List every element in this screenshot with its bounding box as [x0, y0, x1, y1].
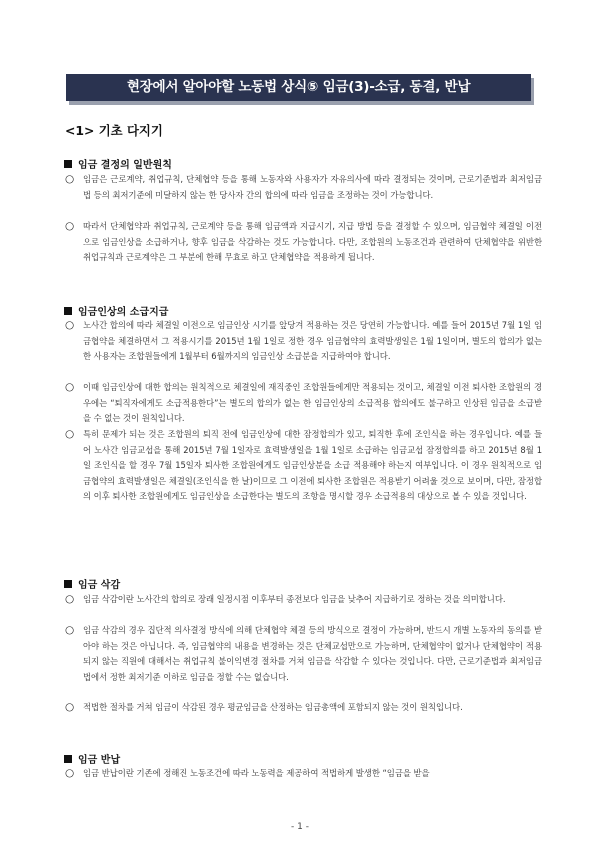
square-bullet-icon [64, 755, 72, 763]
circle-bullet-icon: ○ [65, 767, 75, 779]
circle-bullet-icon: ○ [65, 593, 75, 605]
paragraph-text: 따라서 단체협약과 취업규칙, 근로계약 등을 통해 임금액과 지급시기, 지급 방법 등을 결정할 수 있으며, 임금협약 체결일 이전으로 임금인상을 소급하거나, 향후 임금을 삭감하는 것도 가능합니다. 다만, 조합원의 노동조건과 관련하여 단체협약을 위반한 취업규칙과 근로계약은 그 부분에 한해 무효로 하고 단체협약을 적용하게 됩니다. [83, 221, 542, 262]
page-banner: 현장에서 알아야할 노동법 상식⑤ 임금(3)-소급, 동결, 반납 [66, 74, 531, 101]
heading-wage-return: 임금 반납 [64, 751, 120, 766]
paragraph-text: 노사간 합의에 따라 체결일 이전으로 임금인상 시기를 앞당겨 적용하는 것은 당연히 가능합니다. 예를 들어 2015년 7월 1일 임금협약을 체결하면서 그 적용시기를 2015년 1월 1일로 정한 경우 임금협약의 효력발생일은 1월 1일이며, 별도의 합의가 없는 한 사용자는 조합원들에게 1월부터 6월까지의 임금인상 소급분을 지급하여야 합니다. [83, 320, 542, 361]
circle-bullet-icon: ○ [65, 381, 75, 393]
paragraph-text: 임금 반납이란 기존에 정해진 노동조건에 따라 노동력을 제공하여 적법하게 발생한 “임금을 받을 [83, 768, 430, 778]
paragraph-text: 임금 삭감이란 노사간의 합의로 장래 일정시점 이후부터 종전보다 임금을 낮추어 지급하기로 정하는 것을 의미합니다. [83, 594, 506, 604]
square-bullet-icon [64, 160, 72, 168]
paragraph-text: 임금은 근로계약, 취업규칙, 단체협약 등을 통해 노동자와 사용자가 자유의사에 따라 결정되는 것이며, 근로기준법과 최저임금법 등의 최저기준에 미달하지 않는 한 당사자 간의 합의에 따라 임금을 조정하는 것이 가능합니다. [83, 174, 542, 200]
heading-retroactive-raise: 임금인상의 소급지급 [64, 303, 168, 318]
paragraph [64, 766, 542, 782]
paragraph [64, 219, 542, 266]
paragraph [64, 592, 542, 608]
circle-bullet-icon: ○ [65, 319, 75, 331]
paragraph-text: 적법한 절차를 거쳐 임금이 삭감된 경우 평균임금을 산정하는 임금총액에 포함되지 않는 것이 원칙입니다. [83, 702, 463, 712]
square-bullet-icon [64, 580, 72, 588]
section-title: <1> 기초 다지기 [65, 123, 163, 138]
heading-wage-principles: 임금 결정의 일반원칙 [64, 156, 172, 171]
circle-bullet-icon: ○ [65, 220, 75, 232]
page-number: - 1 - [291, 822, 309, 832]
paragraph [64, 427, 542, 505]
paragraph [64, 172, 542, 203]
circle-bullet-icon: ○ [65, 428, 75, 440]
circle-bullet-icon: ○ [65, 624, 75, 636]
circle-bullet-icon: ○ [65, 173, 75, 185]
paragraph-text: 이때 임금인상에 대한 합의는 원칙적으로 체결일에 재직중인 조합원들에게만 적용되는 것이고, 체결일 이전 퇴사한 조합원의 경우에는 “퇴직자에게도 소급적용한다”는 별도의 합의가 없는 한 임금인상의 소급적용 합의에도 불구하고 인상된 임금을 소급받을 수 없는 것이 원칙입니다. [83, 382, 542, 423]
paragraph [64, 623, 542, 685]
paragraph-text: 특히 문제가 되는 것은 조합원의 퇴직 전에 임금인상에 대한 잠정합의가 있고, 퇴직한 후에 조인식을 하는 경우입니다. 예를 들어 노사간 임금교섭을 통해 2015년 7월 1일자로 효력발생일을 1월 1일로 소급하는 임금교섭 잠정합의를 하고 2015년 8월 1일 조인식을 할 경우 7월 15일자 퇴사한 조합원에게도 임금인상분을 소급 적용해야 하는지 여부입니다. 이 경우 원칙적으로 임금협약의 효력발생일은 체결일(조인식을 한 날)이므로 그 이전에 퇴사한 조합원은 적용받기 어려울 것으로 보이며, 다만, 잠정합의 이후 퇴사한 조합원에게도 임금인상을 소급한다는 별도의 조항을 명시할 경우 소급적용의 대상으로 볼 수 있을 것입니다. [83, 429, 542, 501]
paragraph-text: 임금 삭감의 경우 집단적 의사결정 방식에 의해 단체협약 체결 등의 방식으로 결정이 가능하며, 반드시 개별 노동자의 동의를 받아야 하는 것은 아닙니다. 즉, 임금협약의 내용을 변경하는 것은 단체교섭만으로 가능하며, 단체협약이 없거나 단체협약이 적용되지 않는 직원에 대해서는 취업규칙 불이익변경 절차를 거쳐 임금을 삭감할 수 있다는 것입니다. 다만, 근로기준법과 최저임금법에서 정한 최저기준 이하로 임금을 정할 수는 없습니다. [83, 625, 542, 682]
circle-bullet-icon: ○ [65, 701, 75, 713]
square-bullet-icon [64, 307, 72, 315]
paragraph [64, 318, 542, 365]
paragraph [64, 380, 542, 427]
paragraph [64, 700, 542, 716]
heading-wage-cut: 임금 삭감 [64, 576, 120, 591]
